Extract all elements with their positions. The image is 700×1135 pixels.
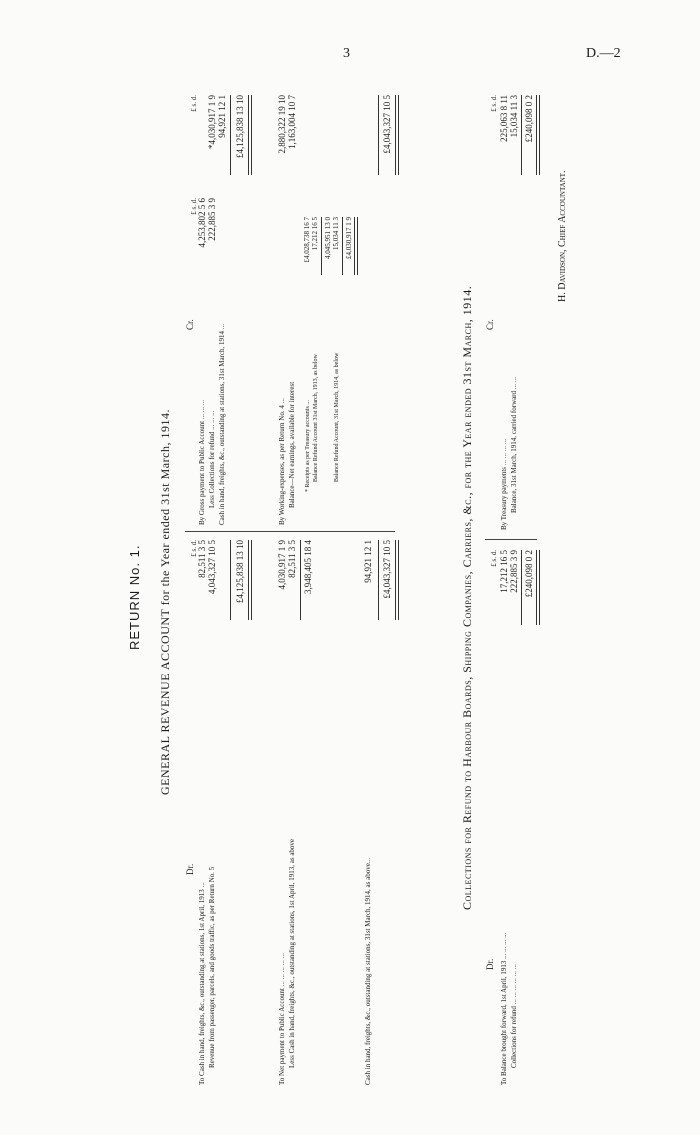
page-number: 3 <box>343 46 350 61</box>
account-dr-heading: Dr. <box>185 863 195 875</box>
rule <box>378 95 379 175</box>
account-cr-amount-3: *4,030,917 1 9 <box>207 95 217 149</box>
account-cr-currency-header: £ s. d. <box>190 198 198 215</box>
rule <box>300 540 301 620</box>
account-note-amount-4: 15,034 11 3 <box>332 217 340 250</box>
account-note-line-1: * Receipts as per Treasury accounts ... <box>305 400 311 492</box>
account-dr-amount-4: 82,511 3 5 <box>287 540 297 578</box>
account-note-line-4: Balance Refund Account, 31st March, 1914, as below <box>334 352 340 482</box>
account-dr-line-2: Revenue from passenger, parcels, and goods traffic, as per Return No. 5 <box>208 866 216 1068</box>
account-dr-amount-5: 3,948,405 18 4 <box>303 540 313 594</box>
collections-title: Collections for Refund to Harbour Boards, Shipping Companies, Carriers, &c., for the Year ended 31st March, 1914. <box>460 285 474 910</box>
account-cr-amount-1: 4,253,802 5 6 <box>197 198 207 248</box>
account-cr-line-2: Less Collections for refund ... ... ... <box>208 410 216 508</box>
account-note-line-2: Balance Refund Account 31st March, 1913, as below <box>313 354 319 482</box>
collections-dr-line-2: Collections for refund ... ... ... ... ... ... <box>510 964 518 1068</box>
account-cr-amount-4: 94,921 12 1 <box>217 95 227 138</box>
collections-dr-heading: Dr. <box>485 958 495 970</box>
account-dr-line-6: Cash in hand, freights, &c., outstanding at stations, 31st March, 1914, as above... <box>364 857 372 1085</box>
account-cr-heading: Cr. <box>185 319 195 330</box>
account-dr-total-2: £4,043,327 10 5 <box>382 540 392 599</box>
rule <box>230 540 231 620</box>
collections-cr-line-1: By Treasury payments ... ... ... ... <box>500 439 508 530</box>
account-dr-amount-1: 82,511 3 5 <box>197 540 207 578</box>
collections-dr-total: £240,098 0 2 <box>524 550 534 598</box>
document-reference: D.—2 <box>586 46 621 61</box>
account-cr-amount-6: 1,163,004 10 7 <box>287 95 297 149</box>
rotated-page-content <box>90 90 610 1090</box>
account-dr-line-4: Less Cash in hand, freights, &c., outstanding at stations, 1st April, 1913, as above <box>288 838 296 1068</box>
rule <box>321 217 322 275</box>
account-dr-line-3: To Net payment to Public Account ... ... ... ... ... <box>278 953 286 1085</box>
double-rule <box>395 95 399 175</box>
account-dr-total-1: £4,125,838 13 10 <box>235 540 245 603</box>
collections-cr-amount-2: 15,034 11 3 <box>509 95 519 138</box>
collections-dr-amount-2: 222,885 3 9 <box>509 550 519 593</box>
rule <box>521 95 522 175</box>
account-note-amount-3: 4,045,951 13 0 <box>324 217 332 259</box>
general-revenue-account-title: GENERAL REVENUE ACCOUNT for the Year ended 31st March, 1914. <box>158 409 172 795</box>
account-dr-amount-6: 94,921 12 1 <box>363 540 373 583</box>
account-cr-currency-header-2: £ s. d. <box>190 95 198 112</box>
collections-dr-amount-1: 17,212 16 5 <box>499 550 509 593</box>
rule <box>378 540 379 620</box>
account-cr-total-2: £4,043,327 10 5 <box>382 95 392 154</box>
rule <box>342 217 343 275</box>
double-rule <box>248 540 252 620</box>
account-dr-amount-2: 4,043,327 10 5 <box>207 540 217 594</box>
double-rule <box>354 217 358 275</box>
account-dr-line-1: To Cash in hand, freights, &c., outstanding at stations, 1st April, 1913 ... <box>198 882 206 1085</box>
rule <box>230 95 231 175</box>
collections-dr-currency-header: £ s. d. <box>490 550 498 567</box>
column-divider <box>185 531 395 532</box>
account-cr-total-1: £4,125,838 13 10 <box>235 95 245 158</box>
account-cr-amount-5: 2,880,322 19 10 <box>277 95 287 154</box>
account-cr-line-4: Cash in hand, freights, &c., outstanding at stations, 31st March, 1914 ... <box>218 323 226 525</box>
collections-cr-line-2: Balance, 31st March, 1914, carried forward ... ... <box>510 376 518 513</box>
collections-dr-line-1: To Balance brought forward, 1st April, 1913 ... ... ... ... <box>500 932 508 1085</box>
rule <box>521 550 522 625</box>
account-note-amount-1: £4,028,738 16 7 <box>303 217 311 263</box>
account-cr-line-6: Balance—Net earnings, available for interest <box>288 381 296 508</box>
account-cr-line-1: By Gross payment to Public Account ... ... ... <box>198 399 206 525</box>
collections-cr-amount-1: 225,063 8 11 <box>499 95 509 142</box>
double-rule <box>395 540 399 620</box>
column-divider <box>485 539 537 540</box>
account-dr-amount-3: 4,030,917 1 9 <box>277 540 287 590</box>
collections-cr-currency-header: £ s. d. <box>490 95 498 112</box>
signature: H. Davidson, Chief Accountant. <box>557 170 568 302</box>
collections-cr-total: £240,098 0 2 <box>524 95 534 143</box>
collections-cr-heading: Cr. <box>485 319 495 330</box>
account-cr-line-5: By Working-expenses, as per Return No. 4 ... <box>278 398 286 525</box>
account-note-amount-5: £4,030,917 1 9 <box>345 217 353 259</box>
double-rule <box>248 95 252 175</box>
account-cr-amount-2: 222,885 3 9 <box>207 198 217 241</box>
double-rule <box>536 95 540 175</box>
account-note-amount-2: 17,212 16 5 <box>311 217 319 251</box>
account-dr-currency-header: £ s. d. <box>190 540 198 557</box>
return-title: RETURN No. 1. <box>127 544 142 650</box>
double-rule <box>536 550 540 625</box>
